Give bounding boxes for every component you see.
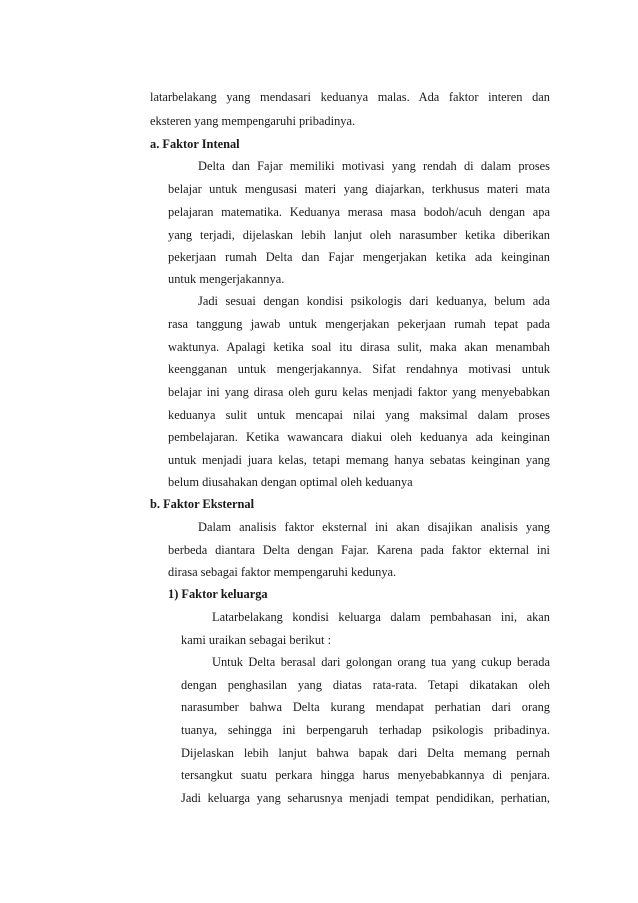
text-line: untuk menjadi juara kelas, tetapi memang hanya sebatas keinginan yang (168, 453, 550, 467)
text-line: Untuk Delta berasal dari golongan orang tua yang cukup berada (212, 655, 550, 669)
text-line: Jadi keluarga yang seharusnya menjadi tempat pendidikan, perhatian, (181, 791, 550, 805)
text-line: rasa tanggung jawab untuk mengerjakan pekerjaan rumah tepat pada (168, 317, 550, 331)
section-heading-b: b. Faktor Eksternal (150, 497, 255, 511)
text-line: tersangkut suatu perkara hingga harus menyebabkannya di penjara. (181, 768, 550, 782)
text-line: dengan penghasilan yang diatas rata-rata. Tetapi dikatakan oleh (181, 678, 550, 692)
text-line: eksteren yang mempengaruhi pribadinya. (150, 114, 356, 128)
text-line: berbeda diantara Delta dengan Fajar. Karena pada faktor ekternal ini (168, 543, 550, 557)
text-line: keduanya sulit untuk mencapai nilai yang maksimal dalam proses (168, 408, 550, 422)
text-line: yang terjadi, dijelaskan lebih lanjut oleh narasumber ketika diberikan (168, 228, 550, 242)
text-line: Latarbelakang kondisi keluarga dalam pembahasan ini, akan (212, 610, 550, 624)
subsection-heading-1: 1) Faktor keluarga (168, 587, 268, 601)
text-line: keengganan untuk mengerjakannya. Sifat rendahnya motivasi untuk (168, 362, 550, 376)
text-line: Dijelaskan lebih lanjut bahwa bapak dari Delta memang pernah (181, 746, 550, 760)
text-line: belajar ini yang dirasa oleh guru kelas menjadi faktor yang menyebabkan (168, 385, 550, 399)
text-line: latarbelakang yang mendasari keduanya malas. Ada faktor interen dan (150, 90, 550, 104)
text-line: narasumber bahwa Delta kurang mendapat perhatian dari orang (181, 700, 550, 714)
text-line: pelajaran matematika. Keduanya merasa masa bodoh/acuh dengan apa (168, 205, 550, 219)
text-line: belum diusahakan dengan optimal oleh keduanya (168, 475, 413, 489)
text-line: belajar untuk mengusasi materi yang diajarkan, terkhusus materi mata (168, 182, 550, 196)
text-line: Dalam analisis faktor eksternal ini akan disajikan analisis yang (198, 520, 550, 534)
text-line: pekerjaan rumah Delta dan Fajar mengerjakan ketika ada keinginan (168, 250, 550, 264)
text-line: tuanya, sehingga ini berpengaruh terhadap psikologis pribadinya. (181, 723, 550, 737)
text-line: waktunya. Apalagi ketika soal itu dirasa sulit, maka akan menambah (168, 340, 550, 354)
section-heading-a: a. Faktor Intenal (150, 137, 240, 151)
text-line: untuk mengerjakannya. (168, 272, 285, 286)
text-line: dirasa sebagai faktor mempengaruhi kedunya. (168, 565, 397, 579)
text-line: Delta dan Fajar memiliki motivasi yang rendah di dalam proses (198, 159, 550, 173)
text-line: Jadi sesuai dengan kondisi psikologis dari keduanya, belum ada (198, 294, 550, 308)
text-line: pembelajaran. Ketika wawancara diakui oleh keduanya ada keinginan (168, 430, 550, 444)
text-line: kami uraikan sebagai berikut : (181, 633, 332, 647)
